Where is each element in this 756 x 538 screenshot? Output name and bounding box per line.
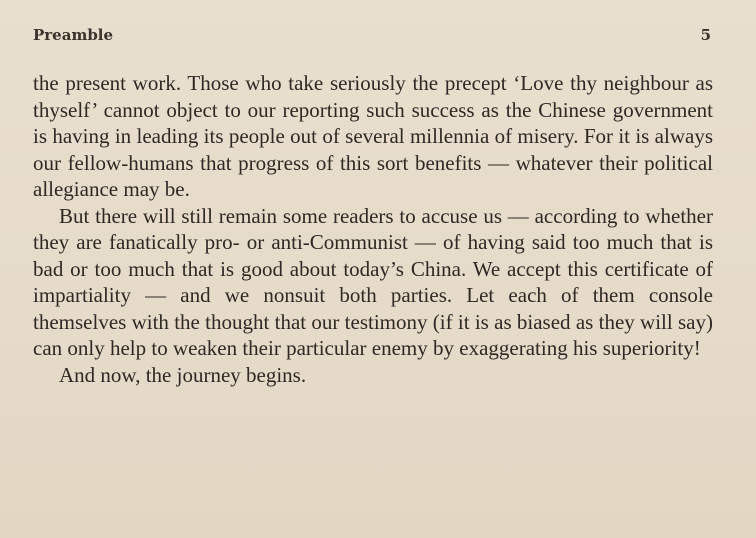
paragraph-accusation: But there will still remain some readers to accuse us — according to whether they are fanatically pro- or anti-Communist — of having said too much that is bad or too much that is good about today’s China. We accept this certificate of impartiality — and we nonsuit both parties. Let each of them console themselves with the thought that our testimony (if it is as biased as they will say) can only help to weaken their particular enemy by exaggerating his superiority! (33, 203, 713, 360)
book-page (33, 26, 713, 388)
page-number: 5 (700, 26, 711, 44)
running-head (33, 26, 713, 50)
paragraph-journey: And now, the journey begins. (59, 362, 307, 387)
section-title: Preamble (33, 26, 114, 44)
body-text (33, 70, 713, 388)
paragraph-continued: the present work. Those who take seriously the precept ‘Love thy neighbour as thyself’ cannot object to our reporting such success as the Chinese government is having in leading its people out of several millennia of misery. For it is always our fellow-humans that progress of this sort benefits — whatever their political allegiance may be. (33, 71, 713, 201)
